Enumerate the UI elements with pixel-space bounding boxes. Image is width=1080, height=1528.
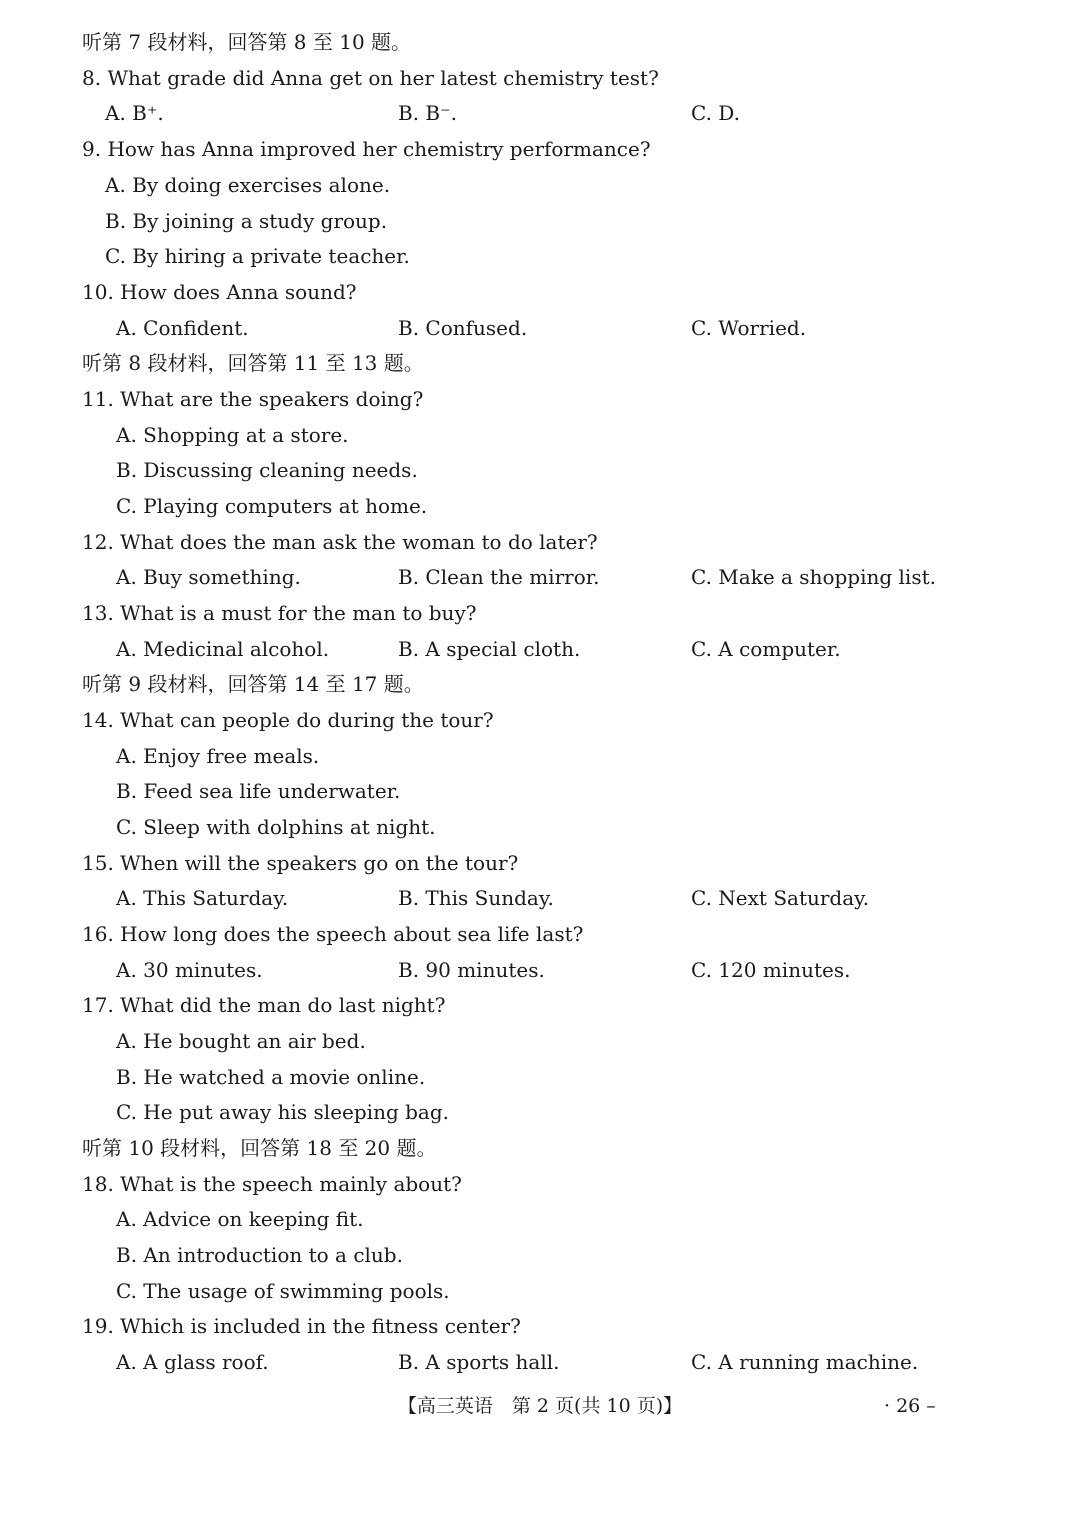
option-14a: A. Enjoy free meals. [116,744,320,768]
option-16c: C. 120 minutes. [691,958,851,982]
option-12c: C. Make a shopping list. [691,565,936,589]
option-13c: C. A computer. [691,637,841,661]
section-heading-9: 听第 9 段材料，回答第 14 至 17 题。 [82,672,424,696]
option-14c: C. Sleep with dolphins at night. [116,815,436,839]
option-18c: C. The usage of swimming pools. [116,1279,450,1303]
question-19: 19. Which is included in the fitness center? [82,1314,521,1338]
option-8b: B. B⁻. [398,101,458,125]
option-17b: B. He watched a movie online. [116,1065,426,1089]
options-10 [116,310,1020,346]
question-14: 14. What can people do during the tour? [82,708,494,732]
option-17c: C. He put away his sleeping bag. [116,1100,449,1124]
option-10a: A. Confident. [116,316,249,340]
option-8c: C. D. [691,101,740,125]
question-10: 10. How does Anna sound? [82,280,357,304]
option-9a: A. By doing exercises alone. [105,173,391,197]
section-heading-10: 听第 10 段材料，回答第 18 至 20 题。 [82,1136,437,1160]
option-11c: C. Playing computers at home. [116,494,428,518]
page-footer-title: 【高三英语 第 2 页(共 10 页)】 [397,1395,683,1417]
option-18a: A. Advice on keeping fit. [116,1207,364,1231]
options-8 [105,95,1020,131]
option-15a: A. This Saturday. [116,886,289,910]
option-19b: B. A sports hall. [398,1350,560,1374]
options-15 [116,880,1020,916]
option-13b: B. A special cloth. [398,637,581,661]
options-13 [116,631,1020,667]
option-9b: B. By joining a study group. [105,209,388,233]
option-12a: A. Buy something. [116,565,301,589]
section-heading-7: 听第 7 段材料，回答第 8 至 10 题。 [82,30,412,54]
question-8: 8. What grade did Anna get on her latest chemistry test? [82,66,659,90]
option-16b: B. 90 minutes. [398,958,545,982]
page-number: · 26 – [884,1395,936,1417]
option-15c: C. Next Saturday. [691,886,870,910]
question-9: 9. How has Anna improved her chemistry performance? [82,137,651,161]
question-12: 12. What does the man ask the woman to do later? [82,530,598,554]
option-10c: C. Worried. [691,316,807,340]
question-18: 18. What is the speech mainly about? [82,1172,462,1196]
option-8a: A. B⁺. [105,101,164,125]
options-19 [116,1344,1020,1380]
option-15b: B. This Sunday. [398,886,554,910]
option-14b: B. Feed sea life underwater. [116,779,401,803]
option-13a: A. Medicinal alcohol. [116,637,330,661]
question-17: 17. What did the man do last night? [82,993,446,1017]
option-19a: A. A glass roof. [116,1350,269,1374]
question-15: 15. When will the speakers go on the tour? [82,851,519,875]
option-11b: B. Discussing cleaning needs. [116,458,418,482]
option-11a: A. Shopping at a store. [116,423,349,447]
options-16 [116,952,1020,988]
options-12 [116,559,1020,595]
option-19c: C. A running machine. [691,1350,919,1374]
question-11: 11. What are the speakers doing? [82,387,424,411]
option-9c: C. By hiring a private teacher. [105,244,410,268]
option-12b: B. Clean the mirror. [398,565,600,589]
question-16: 16. How long does the speech about sea life last? [82,922,584,946]
option-17a: A. He bought an air bed. [116,1029,366,1053]
option-16a: A. 30 minutes. [116,958,263,982]
section-heading-8: 听第 8 段材料，回答第 11 至 13 题。 [82,351,424,375]
option-18b: B. An introduction to a club. [116,1243,403,1267]
option-10b: B. Confused. [398,316,528,340]
question-13: 13. What is a must for the man to buy? [82,601,477,625]
